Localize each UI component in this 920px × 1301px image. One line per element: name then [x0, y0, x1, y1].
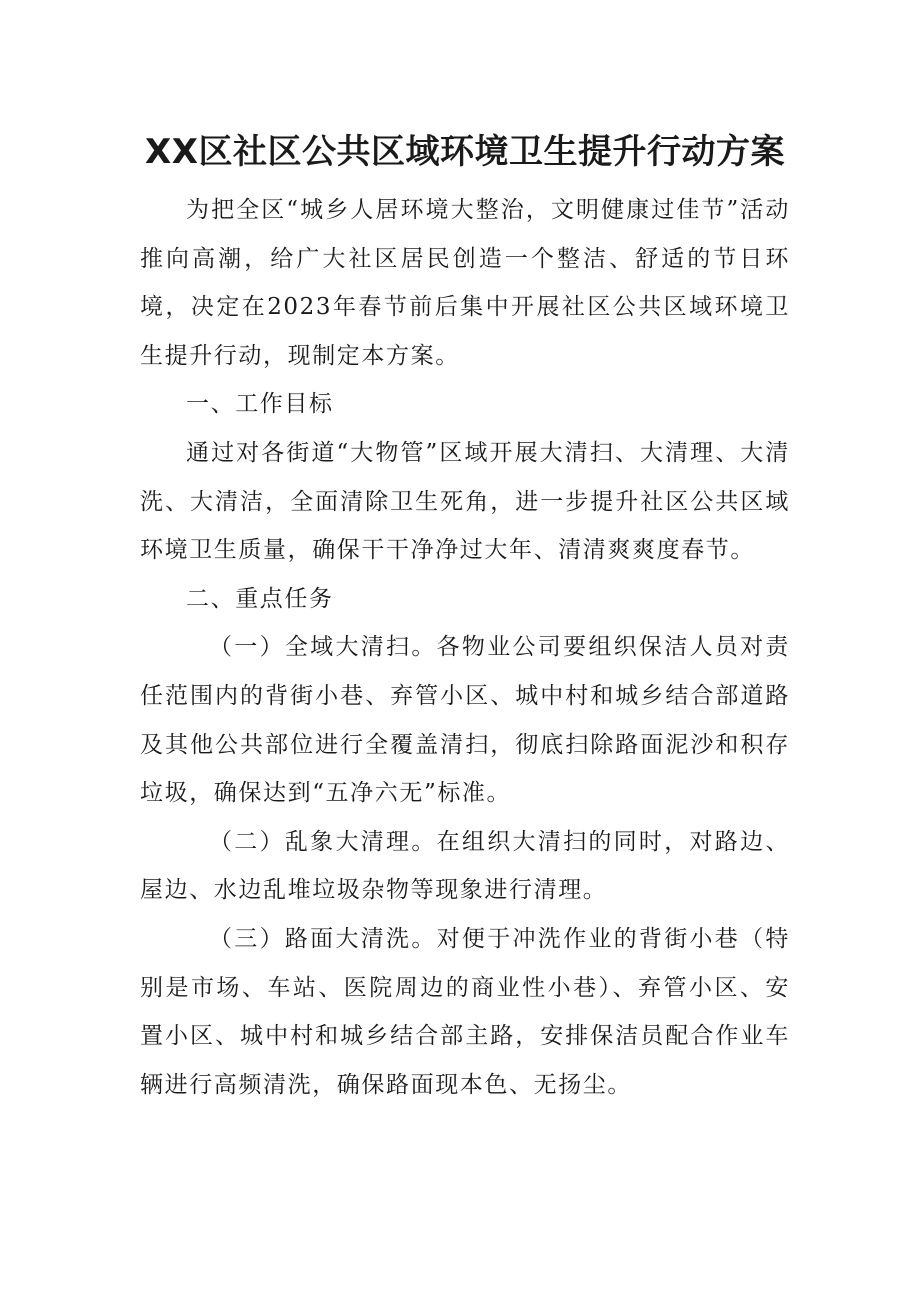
section-heading-tasks: 二、重点任务 [186, 585, 334, 612]
intro-paragraph: 为把全区“城乡人居环境大整治，文明健康过佳节”活动推向高潮，给广大社区居民创造一个整洁、舒适的节日环境，决定在2023年春节前后集中开展社区公共区域环境卫生提升行动，现制定本方案。 [140, 197, 790, 369]
task-paragraph-1: （一）全域大清扫。各物业公司要组织保洁人员对责任范围内的背街小巷、弃管小区、城中村和城乡结合部道路及其他公共部位进行全覆盖清扫，彻底扫除路面泥沙和积存垃圾，确保达到“五净六无”标准。 [140, 634, 790, 807]
task-paragraph-3: （三）路面大清洗。对便于冲洗作业的背街小巷（特别是市场、车站、医院周边的商业性小巷）、弃管小区、安置小区、城中村和城乡结合部主路，安排保洁员配合作业车辆进行高频清洗，确保路面现本色、无扬尘。 [140, 925, 790, 1098]
goals-paragraph: 通过对各街道“大物管”区域开展大清扫、大清理、大清洗、大清洁，全面清除卫生死角，进一步提升社区公共区域环境卫生质量，确保干干净净过大年、清清爽爽度春节。 [140, 439, 790, 564]
task-paragraph-2: （二）乱象大清理。在组织大清扫的同时，对路边、屋边、水边乱堆垃圾杂物等现象进行清理。 [140, 828, 790, 904]
section-heading-goals: 一、工作目标 [186, 391, 334, 418]
document-title: XX区社区公共区域环境卫生提升行动方案 [145, 132, 785, 172]
